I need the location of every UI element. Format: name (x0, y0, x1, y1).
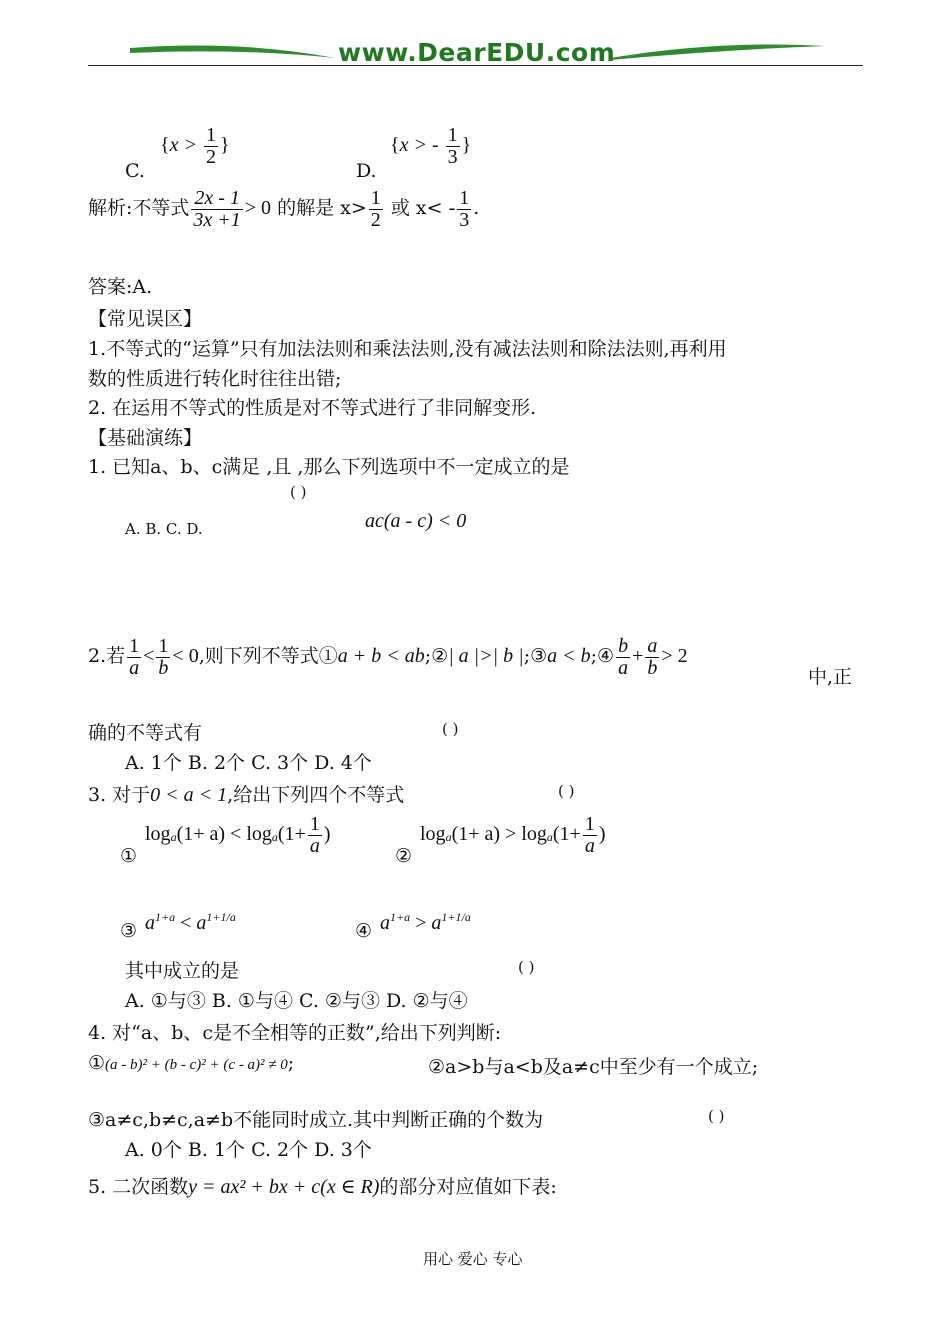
answer: 答案:A. (88, 276, 153, 298)
mistake-1b: 数的性质进行转化时往往出错; (88, 368, 342, 390)
q3-paren2: ( ) (518, 958, 535, 976)
q3-paren: ( ) (558, 782, 575, 800)
q4-j1: ①(a - b)² + (b - c)² + (c - a)² ≠ 0; (88, 1052, 295, 1074)
option-c-label: C. (125, 160, 145, 182)
mistakes-heading: 【常见误区】 (88, 308, 203, 330)
q2-line2: 确的不等式有 (88, 722, 203, 744)
q3-which: 其中成立的是 (125, 960, 240, 982)
q3-ineq4: $a^{1+a} > a^{1+1/a}$ (380, 910, 471, 934)
q3-stem: 3. 对于0 < a < 1,给出下列四个不等式 (88, 784, 405, 806)
q2-tail: 中,正 (808, 666, 853, 688)
mistake-1a: 1.不等式的“运算”只有加法法则和乘法法则,没有减法法则和除法法则,再利用 (88, 338, 727, 360)
q1-paren: ( ) (290, 483, 307, 501)
q4-paren: ( ) (708, 1107, 725, 1125)
q3-options: A. ①与③ B. ①与④ C. ②与③ D. ②与④ (125, 990, 468, 1012)
q3-c2: ② (395, 845, 413, 867)
logo-text: www.DearEDU.com (338, 38, 616, 67)
q4-stem: 4. 对“a、b、c是不全相等的正数”,给出下列判断: (88, 1022, 502, 1044)
practice-heading: 【基础演练】 (88, 427, 203, 449)
q3-ineq3: $a^{1+a} < a^{1+1/a}$ (145, 910, 236, 934)
header-rule (88, 65, 863, 66)
q4-j3: ③a≠c,b≠c,a≠b不能同时成立.其中判断正确的个数为 (88, 1109, 544, 1131)
q3-c1: ① (120, 845, 138, 867)
q5-stem: 5. 二次函数y = ax² + bx + c(x ∈ R)的部分对应值如下表: (88, 1176, 557, 1198)
q3-c3: ③ (120, 920, 138, 942)
q2-paren: ( ) (442, 720, 459, 738)
analysis-line: 解析:不等式 $\frac{2x - 1}{3x +1}$ > 0 的解是 x> $\frac{1}{2}$ 或 x< - $\frac{1}{3}$ . (88, 186, 480, 231)
q2-options: A. 1个 B. 2个 C. 3个 D. 4个 (125, 752, 372, 774)
q1-stem: 1. 已知a、b、c满足 ,且 ,那么下列选项中不一定成立的是 (88, 456, 570, 478)
option-c-formula: {x > $\frac{1}{2}$ } (160, 124, 230, 168)
q1-options: A. B. C. D. (125, 520, 203, 538)
q3-ineq2: loga(1+ a) > loga(1+ $\frac{1}{a}$ ) (420, 812, 606, 857)
mistake-2: 2. 在运用不等式的性质是对不等式进行了非同解变形. (88, 397, 537, 419)
footer-slogan: 用心 爱心 专心 (423, 1250, 523, 1268)
q2-line: 2.若 $\frac{1}{a}$ < $\frac{1}{b}$ < 0,则下列不等式①a + b < ab;②| a |>| b |;③a < b;④ $\frac{b}{a}$ + $\frac{a}{b}$ > 2 (88, 634, 688, 679)
option-d-label: D. (356, 160, 377, 182)
option-d-formula: {x > - $\frac{1}{3}$ } (390, 124, 472, 168)
q4-j2: ②a>b与a<b及a≠c中至少有一个成立; (428, 1056, 759, 1078)
q3-c4: ④ (355, 920, 373, 942)
q4-options: A. 0个 B. 1个 C. 2个 D. 3个 (125, 1139, 372, 1161)
q3-ineq1: loga(1+ a) < loga(1+ $\frac{1}{a}$ ) (145, 812, 331, 857)
q1-formula: ac(a - c) < 0 (365, 510, 467, 532)
